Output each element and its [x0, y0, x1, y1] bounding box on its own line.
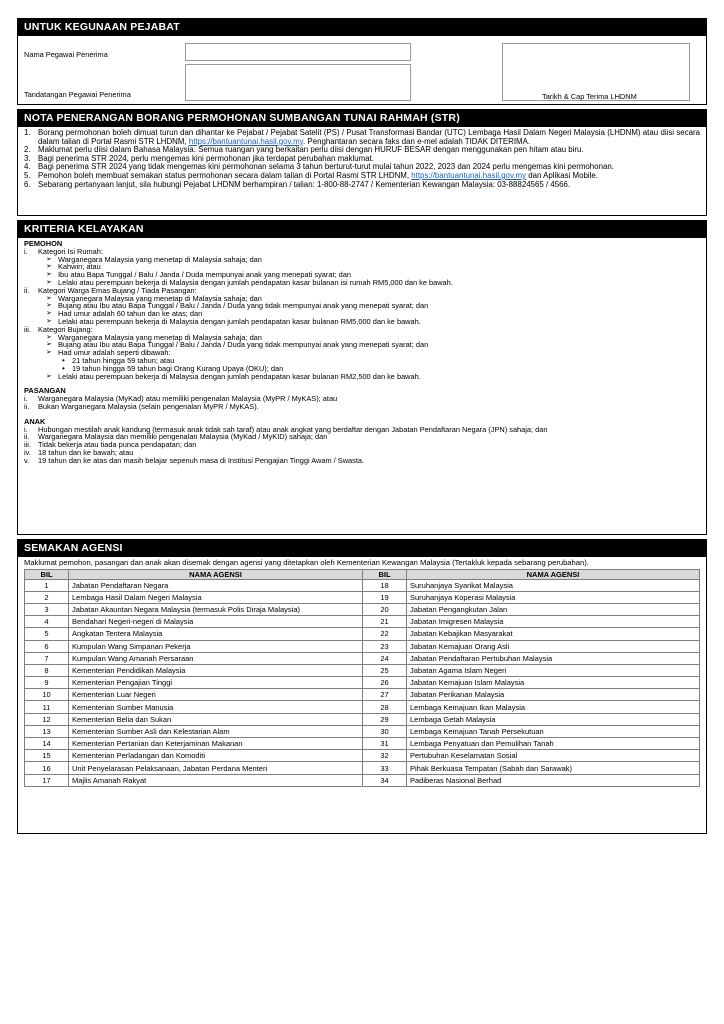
criterion-text: Had umur adalah 60 tahun dan ke atas; dan: [58, 309, 203, 319]
criterion-text: Ibu atau Bapa Tunggal / Balu / Janda / Duda mempunyai anak yang menepati syarat; dan: [58, 270, 351, 280]
agency-name: Bendahari Negeri-negeri di Malaysia: [69, 616, 363, 628]
note-number: 4.: [24, 162, 31, 172]
agency-number: 13: [25, 725, 69, 737]
agency-name: Jabatan Kebajikan Masyarakat: [407, 628, 700, 640]
agency-number: 11: [25, 701, 69, 713]
agency-name: Unit Penyelarasan Pelaksanaan, Jabatan Perdana Menteri: [69, 762, 363, 774]
note-text-part: Sebarang pertanyaan lanjut, sila hubungi Pejabat LHDNM berhampiran / talian: 1-800-88-2747 / Kementerian Kewangan Malaysia: 03-88824565 / 4566.: [38, 179, 571, 189]
child-number: iii.: [24, 440, 31, 450]
agency-name: Kementerian Sumber Asli dan Kelestarian Alam: [69, 725, 363, 737]
note-text-part: Bagi penerima STR 2024, perlu mengemas kini permohonan jika terdapat perubahan maklumat.: [38, 153, 374, 163]
eligibility-header: KRITERIA KELAYAKAN: [18, 221, 706, 238]
agency-name: Kementerian Pengajian Tinggi: [69, 677, 363, 689]
portal-link[interactable]: https://bantuantunai.hasil.gov.my: [188, 136, 304, 146]
spacer: [24, 411, 700, 418]
agency-number: 26: [363, 677, 407, 689]
agency-name: Jabatan Pendaftaran Pertubuhan Malaysia: [407, 652, 700, 664]
arrow-bullet-icon: ➢: [46, 255, 52, 263]
criterion-text: Lelaki atau perempuan bekerja di Malaysia dengan jumlah pendapatan kasar bulanan isi rumah RM5,000 dan ke bawah.: [58, 277, 453, 287]
spouse-text: Warganegara Malaysia (MyKad) atau memiliki pengenalan Malaysia (MyPR / MyKAS); atau: [38, 394, 338, 404]
agency-name: Suruhanjaya Koperasi Malaysia: [407, 591, 700, 603]
date-stamp-label: Tarikh & Cap Terima LHDNM: [542, 92, 637, 101]
agency-name: Jabatan Agama Islam Negeri: [407, 664, 700, 676]
portal-link[interactable]: https://bantuantunai.hasil.gov.my: [411, 170, 527, 180]
agency-name: Jabatan Imigresen Malaysia: [407, 616, 700, 628]
agency-number: 30: [363, 725, 407, 737]
agency-name: Lembaga Kemajuan Ikan Malaysia: [407, 701, 700, 713]
child-text: 19 tahun dan ke atas dan masih belajar sepenuh masa di Institusi Pengajian Tinggi Awam / Swasta.: [38, 455, 365, 465]
agency-number: 19: [363, 591, 407, 603]
agency-number: 23: [363, 640, 407, 652]
note-number: 3.: [24, 153, 31, 163]
agency-number: 22: [363, 628, 407, 640]
agency-number: 16: [25, 762, 69, 774]
child-text: Warganegara Malaysia dan memiliki pengenalan Malaysia (MyKad / MyKID) sahaja; dan: [38, 432, 328, 442]
agency-name: Lembaga Penyatuan dan Pemulihan Tanah: [407, 738, 700, 750]
agency-number: 17: [25, 774, 69, 786]
arrow-bullet-icon: ➢: [46, 278, 52, 286]
table-row: [25, 579, 700, 591]
officer-signature-field[interactable]: [185, 64, 411, 101]
criterion-subtext: 21 tahun hingga 59 tahun; atau: [72, 355, 175, 365]
agency-number: 4: [25, 616, 69, 628]
table-row: [25, 664, 700, 676]
agency-number: 14: [25, 738, 69, 750]
officer-signature-label: Tandatangan Pegawai Penerima: [24, 90, 131, 99]
applicant-title: PEMOHON: [24, 239, 63, 248]
note-text: [38, 181, 700, 190]
criterion-text: Warganegara Malaysia yang menetap di Malaysia sahaja; dan: [58, 254, 262, 264]
spouse-item: [24, 403, 700, 411]
agency-name: Lembaga Hasil Dalam Negeri Malaysia: [69, 591, 363, 603]
category-number: iii.: [24, 324, 31, 334]
note-text-part: . Penghantaran secara faks dan e-mel adalah TIDAK DITERIMA.: [303, 136, 531, 146]
child-number: v.: [24, 455, 30, 465]
criterion-text: Lelaki atau perempuan bekerja di Malaysia dengan jumlah pendapatan kasar bulanan RM5,000 dan ke bawah.: [58, 316, 421, 326]
criterion-text: Bujang atau Ibu atau Bapa Tunggal / Balu / Janda / Duda yang tidak mempunyai anak yang menepati syarat; dan: [58, 340, 429, 350]
agency-header: SEMAKAN AGENSI: [18, 540, 706, 557]
table-row: [25, 738, 700, 750]
agency-name: Padiberas Nasional Berhad: [407, 774, 700, 786]
note-number: 6.: [24, 179, 31, 189]
eligibility-section: [17, 220, 707, 535]
criterion-text: Kahwin; atau: [58, 262, 101, 272]
agency-name: Kumpulan Wang Simpanan Pekerja: [69, 640, 363, 652]
agency-number: 29: [363, 713, 407, 725]
table-row: [25, 750, 700, 762]
agency-number: 31: [363, 738, 407, 750]
agency-number: 24: [363, 652, 407, 664]
note-text-part: Bagi penerima STR 2024 yang tidak mengemas kini permohonan selama 3 tahun berturut-turut mulai tahun 2022, 2023 dan 2024 perlu mengemas kini permohonan.: [38, 162, 614, 172]
agency-name: Jabatan Pendaftaran Negara: [69, 579, 363, 591]
agency-number: 18: [363, 579, 407, 591]
arrow-bullet-icon: ➢: [46, 310, 52, 318]
agency-number: 3: [25, 603, 69, 615]
agency-name: Pertubuhan Keselamatan Sosial: [407, 750, 700, 762]
agency-name: Lembaga Getah Malaysia: [407, 713, 700, 725]
table-row: [25, 603, 700, 615]
child-title: ANAK: [24, 416, 46, 426]
criterion-text: Warganegara Malaysia yang menetap di Malaysia sahaja; dan: [58, 293, 262, 303]
agency-number: 25: [363, 664, 407, 676]
col-name-1: NAMA AGENSI: [69, 569, 363, 579]
agency-number: 33: [363, 762, 407, 774]
agency-name: Kementerian Belia dan Sukan: [69, 713, 363, 725]
child-text: Tidak bekerja atau tiada punca pendapatan; dan: [38, 440, 197, 450]
criterion-text: Warganegara Malaysia yang menetap di Malaysia sahaja; dan: [58, 332, 262, 342]
table-row: [25, 762, 700, 774]
agency-number: 21: [363, 616, 407, 628]
agency-number: 9: [25, 677, 69, 689]
col-name-2: NAMA AGENSI: [407, 569, 700, 579]
spouse-number: ii.: [24, 401, 30, 411]
note-number: 2.: [24, 145, 31, 155]
child-text: 18 tahun dan ke bawah; atau: [38, 447, 134, 457]
officer-name-label: Nama Pegawai Penerima: [24, 50, 108, 59]
arrow-bullet-icon: ➢: [46, 333, 52, 341]
spouse-title: PASANGAN: [24, 386, 66, 396]
agency-name: Jabatan Pengangkutan Jalan: [407, 603, 700, 615]
agency-name: Kementerian Pendidikan Malaysia: [69, 664, 363, 676]
agency-name: Lembaga Kemajuan Tanah Persekutuan: [407, 725, 700, 737]
eligibility-body: [18, 238, 706, 465]
agency-intro: Maklumat pemohon, pasangan dan anak akan disemak dengan agensi yang ditetapkan oleh Kementerian Kewangan Malaysia (Tertakluk kepada sebarang perubahan).: [24, 558, 589, 567]
agency-number: 32: [363, 750, 407, 762]
table-row: [25, 616, 700, 628]
note-text-part: Borang permohonan boleh dimuat turun dan dihantar ke Pejabat / Pejabat Satelit (PS) / Pusat Transformasi Bandar (UTC) Lembaga Hasil Dalam Negeri Malaysia (LHDNM) atau diisi secara dalam talian di Portal Rasmi STR LHDNM,: [38, 128, 700, 146]
spacer: [24, 380, 700, 387]
officer-name-field[interactable]: [185, 43, 411, 61]
agency-check-section: [17, 539, 707, 834]
col-bil-1: BIL: [25, 569, 69, 579]
table-row: [25, 652, 700, 664]
agency-number: 20: [363, 603, 407, 615]
agency-name: Kementerian Sumber Manusia: [69, 701, 363, 713]
arrow-bullet-icon: ➢: [46, 294, 52, 302]
agency-table-header: [25, 569, 700, 579]
arrow-bullet-icon: ➢: [46, 317, 52, 325]
table-row: [25, 713, 700, 725]
table-row: [25, 725, 700, 737]
agency-name: Kumpulan Wang Amanah Persaraan: [69, 652, 363, 664]
office-use-header: UNTUK KEGUNAAN PEJABAT: [18, 19, 706, 36]
dot-bullet-icon: •: [62, 355, 65, 365]
criterion-item: [24, 256, 700, 264]
agency-name: Kementerian Perladangan dan Komoditi: [69, 750, 363, 762]
table-row: [25, 640, 700, 652]
dot-bullet-icon: •: [62, 363, 65, 373]
criterion-item: [24, 318, 700, 326]
agency-number: 7: [25, 652, 69, 664]
child-text: Hubungan mestilah anak kandung (termasuk anak tidak sah taraf) atau anak angkat yang berdaftar dengan Jabatan Pendaftaran Negara (JPN) sahaja; dan: [38, 424, 548, 434]
category-label: Kategori Isi Rumah:: [38, 246, 103, 256]
agency-number: 1: [25, 579, 69, 591]
agency-number: 12: [25, 713, 69, 725]
child-number: iv.: [24, 447, 31, 457]
agency-number: 6: [25, 640, 69, 652]
criterion-text: Lelaki atau perempuan bekerja di Malaysia dengan jumlah pendapatan kasar bulanan RM2,500 dan ke bawah.: [58, 371, 421, 381]
criterion-text: Had umur adalah seperti dibawah:: [58, 348, 171, 358]
note-number: 5.: [24, 170, 31, 180]
arrow-bullet-icon: ➢: [46, 302, 52, 310]
agency-name: Suruhanjaya Syarikat Malaysia: [407, 579, 700, 591]
note-text-part: Pemohon boleh membuat semakan status permohonan secara dalam talian di Portal Rasmi STR LHDNM,: [38, 170, 412, 180]
child-number: i.: [24, 424, 28, 434]
agency-name: Jabatan Akauntan Negara Malaysia (termasuk Polis Diraja Malaysia): [69, 603, 363, 615]
note-number: 1.: [24, 128, 31, 137]
agency-name: Kementerian Pertanian dan Keterjaminan Makanan: [69, 738, 363, 750]
notes-list: [18, 127, 706, 189]
note-text-part: Maklumat perlu diisi dalam Bahasa Malaysia. Semua ruangan yang berkaitan perlu diisi dengan HURUF BESAR dengan menggunakan pen hitam atau biru.: [38, 145, 584, 155]
note-text-part: dan Aplikasi Mobile.: [526, 170, 598, 180]
category-label: Kategori Bujang:: [38, 324, 93, 334]
agency-rows: [25, 579, 700, 786]
agency-name: Kementerian Luar Negeri: [69, 689, 363, 701]
agency-table: [24, 569, 700, 787]
note-item: [24, 129, 700, 146]
office-use-section: [17, 18, 707, 105]
agency-number: 10: [25, 689, 69, 701]
table-row: [25, 628, 700, 640]
agency-number: 15: [25, 750, 69, 762]
arrow-bullet-icon: ➢: [46, 263, 52, 271]
col-bil-2: BIL: [363, 569, 407, 579]
child-item: [24, 457, 700, 465]
agency-name: Angkatan Tentera Malaysia: [69, 628, 363, 640]
table-row: [25, 689, 700, 701]
agency-number: 27: [363, 689, 407, 701]
arrow-bullet-icon: ➢: [46, 349, 52, 357]
arrow-bullet-icon: ➢: [46, 271, 52, 279]
agency-number: 5: [25, 628, 69, 640]
agency-number: 8: [25, 664, 69, 676]
agency-number: 28: [363, 701, 407, 713]
table-row: [25, 774, 700, 786]
notes-header: NOTA PENERANGAN BORANG PERMOHONAN SUMBANGAN TUNAI RAHMAH (STR): [18, 110, 706, 127]
agency-number: 2: [25, 591, 69, 603]
arrow-bullet-icon: ➢: [46, 341, 52, 349]
table-row: [25, 701, 700, 713]
agency-name: Jabatan Kemajuan Islam Malaysia: [407, 677, 700, 689]
criterion-subtext: 19 tahun hingga 59 tahun bagi Orang Kurang Upaya (OKU); dan: [72, 363, 284, 373]
category-number: i.: [24, 246, 28, 256]
note-item: [24, 181, 700, 190]
category-number: ii.: [24, 285, 30, 295]
criterion-text: Bujang atau Ibu atau Bapa Tunggal / Balu / Janda / Duda yang tidak mempunyai anak yang menepati syarat; dan: [58, 301, 429, 311]
category-label: Kategori Warga Emas Bujang / Tiada Pasangan:: [38, 285, 197, 295]
table-row: [25, 591, 700, 603]
table-row: [25, 677, 700, 689]
explanatory-notes-section: [17, 109, 707, 216]
criterion-item: [24, 373, 700, 381]
agency-number: 34: [363, 774, 407, 786]
arrow-bullet-icon: ➢: [46, 372, 52, 380]
agency-name: Jabatan Kemajuan Orang Asli: [407, 640, 700, 652]
note-text: [38, 129, 700, 146]
child-number: ii.: [24, 432, 30, 442]
spouse-text: Bukan Warganegara Malaysia (selain pengenalan MyPR / MyKAS).: [38, 401, 259, 411]
agency-name: Pihak Berkuasa Tempatan (Sabah dan Sarawak): [407, 762, 700, 774]
agency-name: Jabatan Perikanan Malaysia: [407, 689, 700, 701]
agency-name: Majlis Amanah Rakyat: [69, 774, 363, 786]
spouse-number: i.: [24, 394, 28, 404]
